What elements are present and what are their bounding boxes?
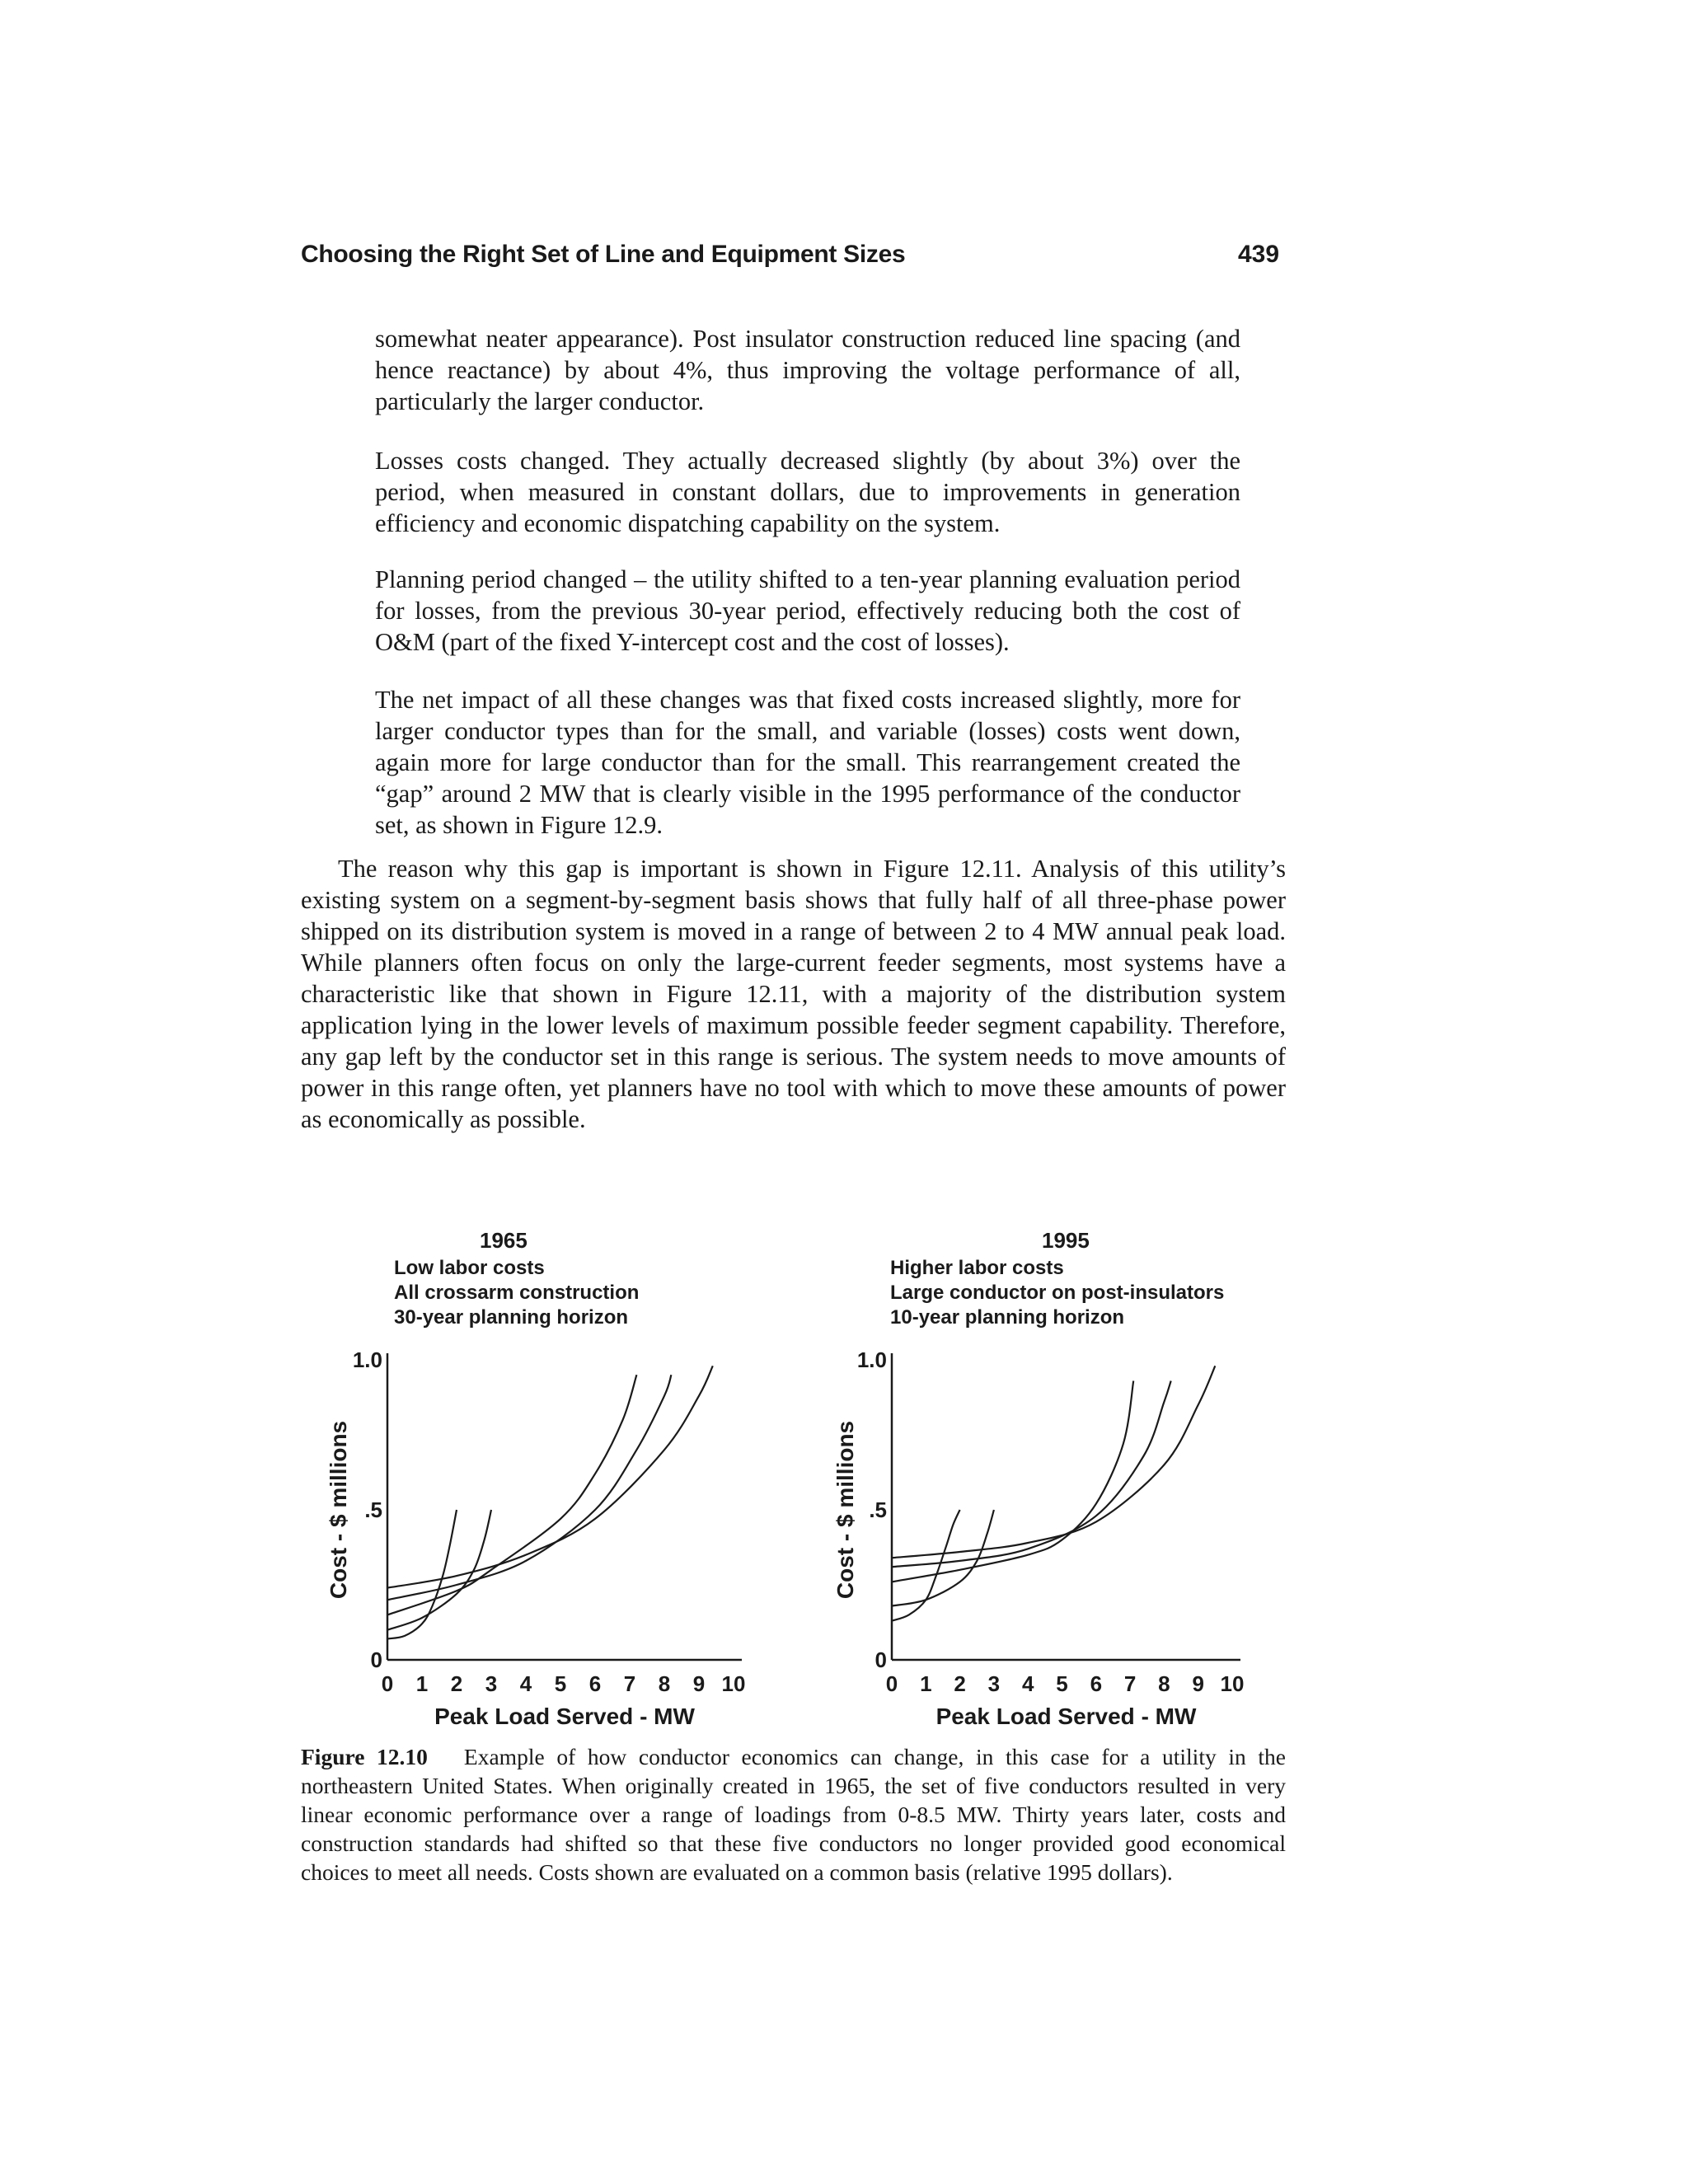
y-tick-label: 1.0 [352,1347,382,1372]
right-subtitle-line: Large conductor on post-insulators [890,1282,1225,1304]
conductor-cost-curve [892,1381,1133,1582]
x-tick-label: 2 [450,1671,463,1696]
x-axis-label: Peak Load Served - MW [935,1704,1197,1729]
x-tick-label: 7 [1123,1671,1137,1696]
right-chart-title: 1995 [1042,1228,1090,1253]
x-tick-label: 10 [721,1671,746,1696]
left-subtitle-line: All crossarm construction [394,1282,640,1304]
x-tick-label: 0 [381,1671,394,1696]
conductor-cost-curve [387,1510,457,1639]
paragraph: The net impact of all these changes was that fixed costs increased slightly, more for larger conductor types than for the small, and variable (losses) costs went down, again more for large conductor than for the small. This rearrangement created the “gap” around 2 MW that is clearly visible in the 1995 performance of the conductor set, as shown in Figure 12.9. [375,686,1240,839]
x-tick-label: 3 [987,1671,1001,1696]
y-tick-label: .5 [869,1497,887,1522]
x-tick-label: 0 [885,1671,898,1696]
conductor-cost-curve [387,1375,636,1615]
y-tick-label: 0 [874,1647,887,1672]
x-tick-label: 1 [415,1671,429,1696]
x-tick-label: 5 [1056,1671,1068,1696]
x-tick-label: 4 [1021,1671,1034,1696]
x-tick-label: 4 [519,1671,532,1696]
x-tick-label: 9 [692,1671,706,1696]
page-number: 439 [1238,241,1280,268]
x-tick-label: 6 [588,1671,602,1696]
paragraph: The reason why this gap is important is shown in Figure 12.11. Analysis of this utility’s existing system on a segment-by-segment basis shows that fully half of all three-phase power shipped on its distribution system is moved in a range of between 2 to 4 MW annual peak load. While planners often focus on only the large-current feeder segments, most systems have a characteristic like that shown in Figure 12.11, with a majority of the distribution system application lying in the lower levels of maximum possible feeder segment capability. Therefore, any gap left by the conductor set in this range is serious. The system needs to move amounts of power in this range often, yet planners have no tool with which to move these amounts of power as economically as possible. [301,855,1286,1133]
figure-caption [301,1742,1286,1886]
x-tick-label: 3 [485,1671,498,1696]
y-tick-label: 0 [370,1647,382,1672]
paragraph: Losses costs changed. They actually decreased slightly (by about 3%) over the period, when measured in constant dollars, due to improvements in generation efficiency and economic dispatching capability on the system. [375,447,1240,537]
y-tick-label: .5 [364,1497,382,1522]
paragraph: Planning period changed – the utility shifted to a ten-year planning evaluation period for losses, from the previous 30-year period, effectively reducing both the cost of O&M (part of the fixed Y-intercept cost and the cost of losses). [375,565,1240,656]
x-tick-label: 6 [1090,1671,1103,1696]
conductor-cost-curve [387,1375,671,1600]
x-tick-label: 8 [1158,1671,1170,1696]
y-axis-label: Cost - $ millions [326,1420,351,1600]
x-tick-label: 5 [554,1671,567,1696]
x-tick-label: 1 [920,1671,932,1696]
conductor-cost-curve [387,1510,491,1630]
x-tick-label: 10 [1220,1671,1245,1696]
running-title: Choosing the Right Set of Line and Equipment Sizes [301,241,906,268]
x-axis-label: Peak Load Served - MW [434,1704,695,1729]
left-chart-title: 1965 [480,1228,528,1253]
x-tick-label: 2 [954,1671,966,1696]
x-tick-label: 9 [1192,1671,1204,1696]
left-subtitle-line: Low labor costs [394,1257,545,1279]
right-subtitle-line: 10-year planning horizon [890,1306,1125,1329]
figure-caption-text: Example of how conductor economics can change, in this case for a utility in the northeastern United States. When originally created in 1965, the set of five conductors resulted in very linear economic performance over a range of loadings from 0-8.5 MW. Thirty years later, costs and construction standards had shifted so that these five conductors no longer provided good economical choices to meet all needs. Costs shown are evaluated on a common basis (relative 1995 dollars). [301,1744,1287,1885]
paragraph: somewhat neater appearance). Post insulator construction reduced line spacing (and hence reactance) by about 4%, thus improving the voltage performance of all, particularly the larger conductor. [375,325,1240,415]
x-tick-label: 7 [623,1671,636,1696]
left-subtitle-line: 30-year planning horizon [394,1306,629,1329]
x-tick-label: 8 [658,1671,671,1696]
y-axis-label: Cost - $ millions [832,1420,858,1600]
right-subtitle-line: Higher labor costs [890,1257,1064,1279]
conductor-cost-curve [387,1366,713,1587]
figure-caption-label: Figure 12.10 [301,1744,428,1769]
y-tick-label: 1.0 [856,1347,887,1372]
